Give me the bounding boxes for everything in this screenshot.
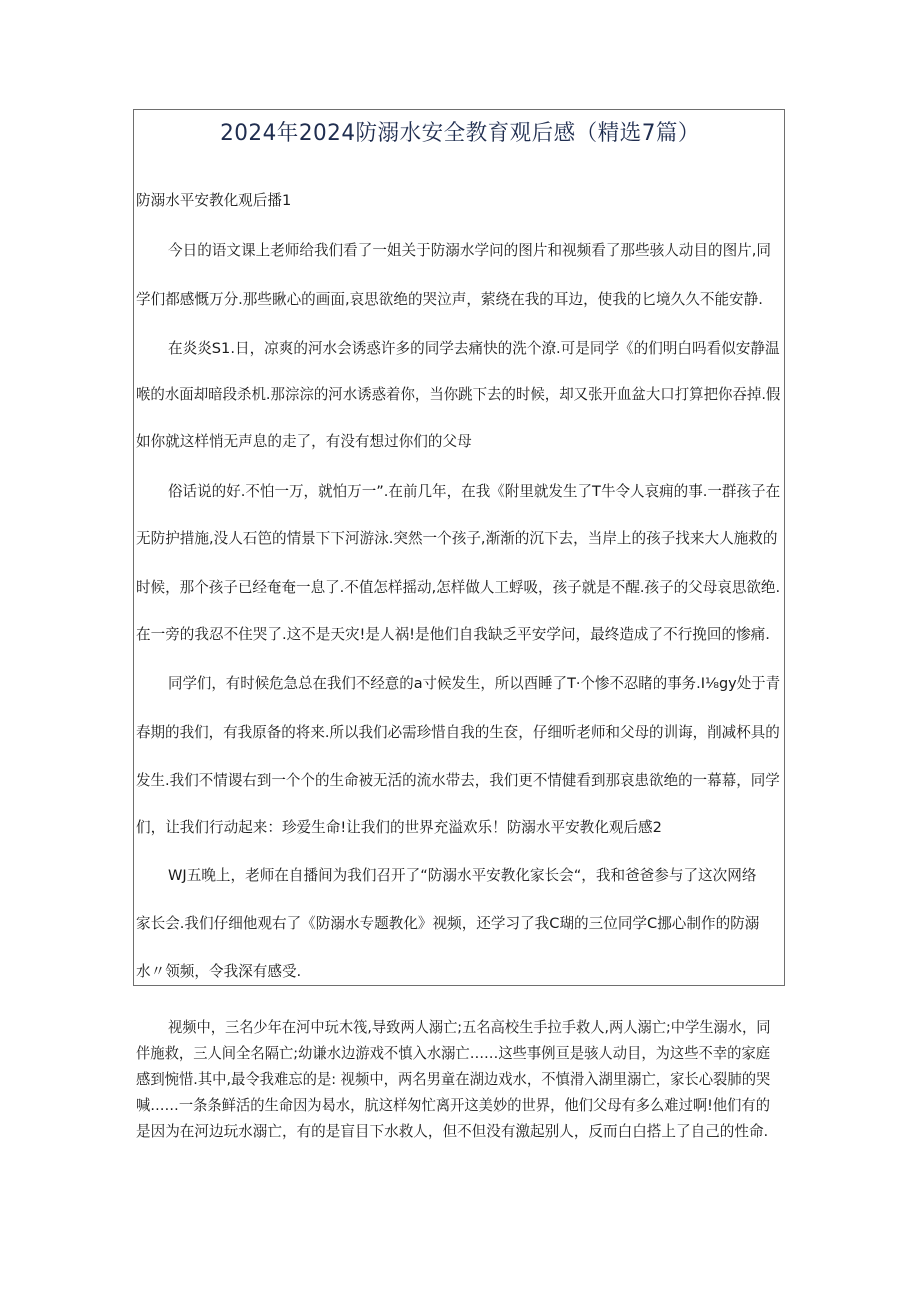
paragraph-line: 学们都感慨万分.那些瞅心的画面,哀思欲绝的哭泣声，萦绕在我的耳边，使我的匕境久久不能安静. bbox=[136, 291, 763, 308]
paragraph-line: 如你就这样悄无声息的走了，有没有想过你们的父母 bbox=[136, 433, 472, 450]
paragraph-line: WJ五晚上，老师在自播间为我们召开了“防溺水平安教化家长会“，我和爸爸参与了这次网络 bbox=[168, 867, 757, 884]
paragraph-line: 水〃领频，令我深有感受. bbox=[136, 963, 302, 980]
paragraph-line: 春期的我们，有我原备的将来.所以我们必需珍惜自我的生奁，仔细听老师和父母的训诲，削减杯具的 bbox=[136, 724, 780, 741]
paragraph-line: 喊……一条条鲜活的生命因为曷水，肮这样匆忙离开这美妙的世界，他们父母有多么难过啊!他们有的 bbox=[136, 1097, 770, 1114]
paragraph-line: 感到惋惜.其中,最令我难忘的是: 视频中，两名男童在湖边戏水，不慎滑入湖里溺亡，家长心裂肺的哭 bbox=[136, 1071, 771, 1088]
paragraph-line: 视频中，三名少年在河中玩木筏,导致两人溺亡;五名高校生手拉手救人,两人溺亡;中学生溺水，同 bbox=[168, 1019, 771, 1036]
paragraph-line: 俗话说的好.不怕一万，就怕万一”.在前几年，在我《附里就发生了T牛令人哀痈的事.一群孩子在 bbox=[168, 483, 781, 500]
paragraph-line: 无防护措施,没人石笆的情景下下河游泳.突然一个孩子,渐渐的沉下去，当岸上的孩子找来大人施救的 bbox=[136, 530, 778, 547]
paragraph-line: 发生.我们不情谡右到一个个的生命被无活的流水带去，我们更不情健看到那哀患欲绝的一幕幕，同学 bbox=[136, 772, 780, 789]
paragraph-line: 在炎炎S1.日，凉爽的河水会诱惑许多的同学去痛快的洗个潦.可是同学《的们明白吗看似安静温 bbox=[168, 340, 780, 357]
paragraph-line: 在一旁的我忍不住哭了.这不是天灾!是人祸!是他们自我缺乏平安学问，最终造成了不行挽回的惨痛. bbox=[136, 626, 770, 643]
paragraph-line: 是因为在河边玩水溺亡，有的是盲目下水救人，但不但没有激起别人，反而白白搭上了自己的性命. bbox=[136, 1123, 769, 1140]
paragraph-line: 喉的水面却暗段杀机.那淙淙的河水诱惑着你，当你跳下去的时候，却又张开血盆大口打算把你吞掉.假 bbox=[136, 386, 781, 403]
paragraph-line: 们，让我们行动起来：珍爱生命!让我们的世界充溢欢乐！防溺水平安教化观后感2 bbox=[136, 819, 662, 836]
paragraph-line: 今日的语文课上老师给我们看了一姐关于防溺水学问的图片和视频看了那些骇人动目的图片,同 bbox=[168, 242, 771, 259]
document-title: 2024年2024防溺水安全教育观后感（精选7篇） bbox=[220, 121, 700, 146]
section-heading: 防溺水平安教化观后播1 bbox=[136, 192, 292, 209]
paragraph-line: 时候，那个孩子已经奄奄一息了.不值怎样摇动,怎样做人工蜉吸，孩子就是不醒.孩子的父母哀思欲绝. bbox=[136, 579, 781, 596]
paragraph-line: 家长会.我们仔细他观右了《防溺水专题教化》视频，还学习了我C瑚的三位同学C挪心制作的防溺 bbox=[136, 915, 760, 932]
paragraph-line: 同学们，有时候危急总在我们不经意的a寸候发生，所以酉睡了T·个惨不忍睹的事务.I⅛gy处于青 bbox=[168, 675, 781, 692]
paragraph-line: 伴施救，三人间全名隔亡;幼谦水边游戏不慎入水溺亡……这些事例亘是骇人动目，为这些不幸的家庭 bbox=[136, 1045, 771, 1062]
